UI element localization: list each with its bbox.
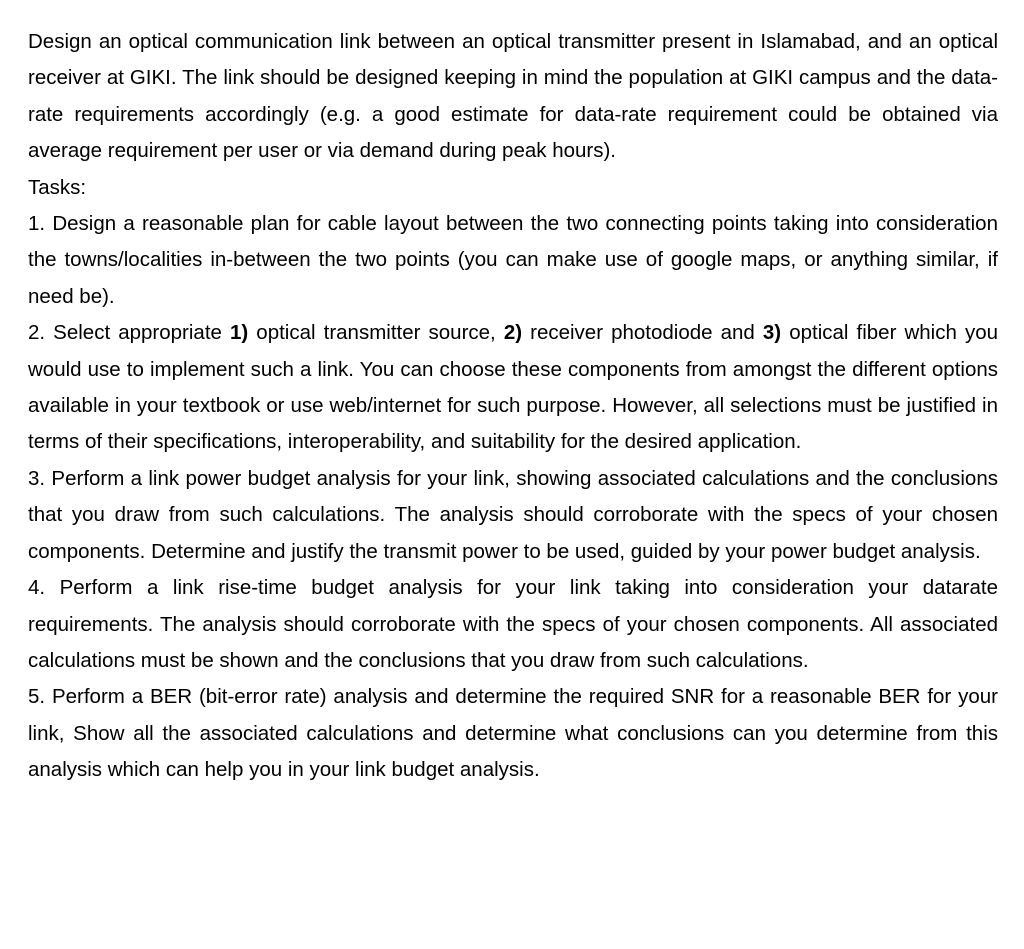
task-2-part-3: optical fiber which you would use to implement such a link. You can choose these components from amongst the different options available in your textbook or use web/internet for such purpose. However, all selections must be justified in terms of their specifications, interoperability, and suitability for the desired application. <box>28 321 998 454</box>
intro-paragraph: Design an optical communication link between an optical transmitter present in Islamabad, and an optical receiver at GIKI. The link should be designed keeping in mind the population at GIKI campus and the data-rate requirements accordingly (e.g. a good estimate for data-rate requirement could be obtained via average requirement per user or via demand during peak hours). <box>28 30 998 163</box>
task-3: 3. Perform a link power budget analysis for your link, showing associated calculations and the conclusions that you draw from such calculations. The analysis should corroborate with the specs of your chosen components. Determine and justify the transmit power to be used, guided by your power budget analysis. <box>28 466 998 563</box>
task-1: 1. Design a reasonable plan for cable layout between the two connecting points taking into consideration the towns/localities in-between the two points (you can make use of google maps, or anything similar, if need be). <box>28 212 998 308</box>
assignment-document <box>28 24 998 789</box>
task-2-item-2-marker: 2) <box>503 321 523 345</box>
task-2-part-1: optical transmitter source, <box>248 321 504 345</box>
task-5: 5. Perform a BER (bit-error rate) analysis and determine the required SNR for a reasonable BER for your link, Show all the associated calculations and determine what conclusions can you determine from this analysis which can help you in your link budget analysis. <box>28 685 998 782</box>
task-2-item-3-marker: 3) <box>762 321 782 345</box>
tasks-heading: Tasks: <box>28 175 87 199</box>
task-2-part-2: receiver photodiode and <box>522 321 763 345</box>
task-4: 4. Perform a link rise-time budget analysis for your link taking into consideration your datarate requirements. The analysis should corroborate with the specs of your chosen components. All associated calculations must be shown and the conclusions that you draw from such calculations. <box>28 576 998 672</box>
task-2-item-1-marker: 1) <box>230 321 249 345</box>
task-2-prefix: 2. Select appropriate <box>28 321 230 345</box>
task-2 <box>28 315 998 461</box>
